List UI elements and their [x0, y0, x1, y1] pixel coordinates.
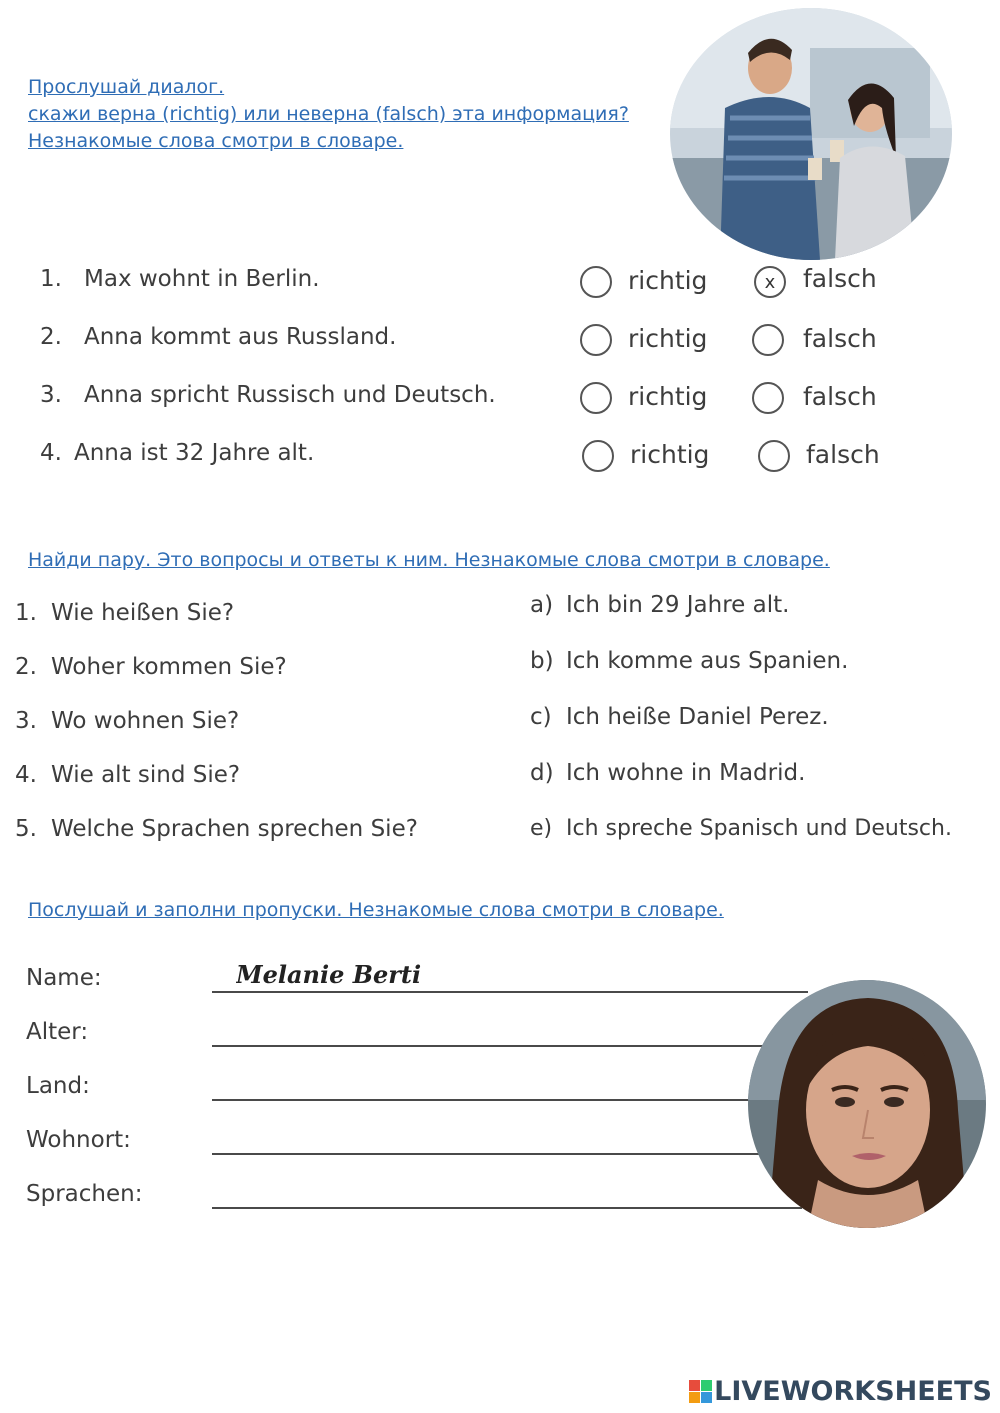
radio-richtig[interactable] — [580, 266, 612, 298]
instruction-line: Прослушай диалог. — [28, 76, 225, 98]
question-number: 4. — [15, 762, 37, 788]
answer-letter: c) — [530, 704, 552, 730]
instructions-block-1 — [28, 74, 629, 155]
underline — [212, 1207, 802, 1209]
question-text: Wie alt sind Sie? — [51, 762, 241, 788]
logo-text: LIVEWORKSHEETS — [714, 1376, 992, 1407]
statement-row — [40, 382, 496, 408]
underline — [212, 991, 808, 993]
underline — [212, 1099, 762, 1101]
falsch-label: falsch — [803, 382, 877, 411]
question-text: Wo wohnen Sie? — [51, 708, 240, 734]
couple-photo-illustration — [670, 8, 952, 260]
true-false-list — [0, 258, 1000, 488]
check-mark: x — [764, 271, 776, 293]
question-item[interactable] — [15, 600, 234, 626]
richtig-label: richtig — [628, 324, 708, 353]
answer-item[interactable] — [530, 592, 789, 618]
answer-text: Ich heiße Daniel Perez. — [566, 704, 829, 730]
answer-item[interactable] — [530, 760, 805, 786]
answer-item[interactable] — [530, 816, 952, 841]
couple-photo — [670, 8, 952, 260]
statement-text: Max wohnt in Berlin. — [84, 266, 320, 292]
statement-text: Anna spricht Russisch und Deutsch. — [84, 382, 496, 408]
instruction-matching: Найди пару. Это вопросы и ответы к ним. Незнакомые слова смотри в словаре. — [28, 549, 830, 571]
radio-richtig[interactable] — [582, 440, 614, 472]
name-input[interactable] — [212, 957, 840, 991]
answer-text: Ich wohne in Madrid. — [566, 760, 806, 786]
instruction-line: Незнакомые слова смотри в словаре. — [28, 130, 404, 152]
question-item[interactable] — [15, 816, 418, 842]
falsch-label: falsch — [803, 264, 877, 293]
radio-falsch[interactable] — [752, 382, 784, 414]
answer-letter: a) — [530, 592, 554, 618]
statement-number: 4. — [40, 440, 62, 466]
richtig-label: richtig — [628, 382, 708, 411]
land-input[interactable] — [212, 1065, 790, 1099]
underline — [212, 1153, 762, 1155]
question-text: Woher kommen Sie? — [51, 654, 287, 680]
answer-item[interactable] — [530, 704, 829, 730]
question-item[interactable] — [15, 654, 287, 680]
answer-letter: d) — [530, 760, 554, 786]
sprachen-input[interactable] — [212, 1173, 820, 1207]
question-number: 2. — [15, 654, 37, 680]
question-text: Wie heißen Sie? — [51, 600, 235, 626]
radio-falsch[interactable] — [758, 440, 790, 472]
question-number: 5. — [15, 816, 37, 842]
statement-text: Anna kommt aus Russland. — [84, 324, 397, 350]
answer-letter: e) — [530, 816, 553, 841]
question-text: Welche Sprachen sprechen Sie? — [51, 816, 418, 842]
statement-row — [40, 266, 320, 292]
radio-richtig[interactable] — [580, 324, 612, 356]
logo-icon — [689, 1380, 712, 1403]
falsch-label: falsch — [803, 324, 877, 353]
falsch-label: falsch — [806, 440, 880, 469]
form-label-wohnort: Wohnort: — [26, 1127, 131, 1153]
answer-item[interactable] — [530, 648, 848, 674]
richtig-label: richtig — [630, 440, 710, 469]
instruction-fill-gaps: Послушай и заполни пропуски. Незнакомые слова смотри в словаре. — [28, 899, 724, 921]
statement-number: 3. — [40, 382, 62, 408]
answer-text: Ich spreche Spanisch und Deutsch. — [566, 816, 952, 841]
richtig-label: richtig — [628, 266, 708, 295]
radio-falsch-selected[interactable] — [754, 266, 786, 298]
question-item[interactable] — [15, 708, 239, 734]
alter-input[interactable] — [212, 1011, 790, 1045]
question-number: 1. — [15, 600, 37, 626]
form-label-alter: Alter: — [26, 1019, 89, 1045]
question-item[interactable] — [15, 762, 240, 788]
statement-row — [40, 440, 314, 466]
matching-exercise — [0, 592, 1000, 862]
statement-row — [40, 324, 396, 350]
wohnort-input[interactable] — [212, 1119, 790, 1153]
form-label-sprachen: Sprachen: — [26, 1181, 143, 1207]
underline — [212, 1045, 772, 1047]
woman-portrait-illustration — [748, 980, 986, 1228]
form-label-land: Land: — [26, 1073, 90, 1099]
statement-text: Anna ist 32 Jahre alt. — [74, 440, 315, 466]
radio-falsch[interactable] — [752, 324, 784, 356]
answer-letter: b) — [530, 648, 554, 674]
woman-portrait-photo — [748, 980, 986, 1228]
form-label-name: Name: — [26, 965, 102, 991]
radio-richtig[interactable] — [580, 382, 612, 414]
question-number: 3. — [15, 708, 37, 734]
answer-text: Ich komme aus Spanien. — [566, 648, 849, 674]
statement-number: 1. — [40, 266, 62, 292]
liveworksheets-logo[interactable] — [689, 1376, 992, 1407]
instruction-line: скажи верна (richtig) или неверна (falsch) эта информация? — [28, 103, 629, 125]
answer-text: Ich bin 29 Jahre alt. — [566, 592, 790, 618]
statement-number: 2. — [40, 324, 62, 350]
